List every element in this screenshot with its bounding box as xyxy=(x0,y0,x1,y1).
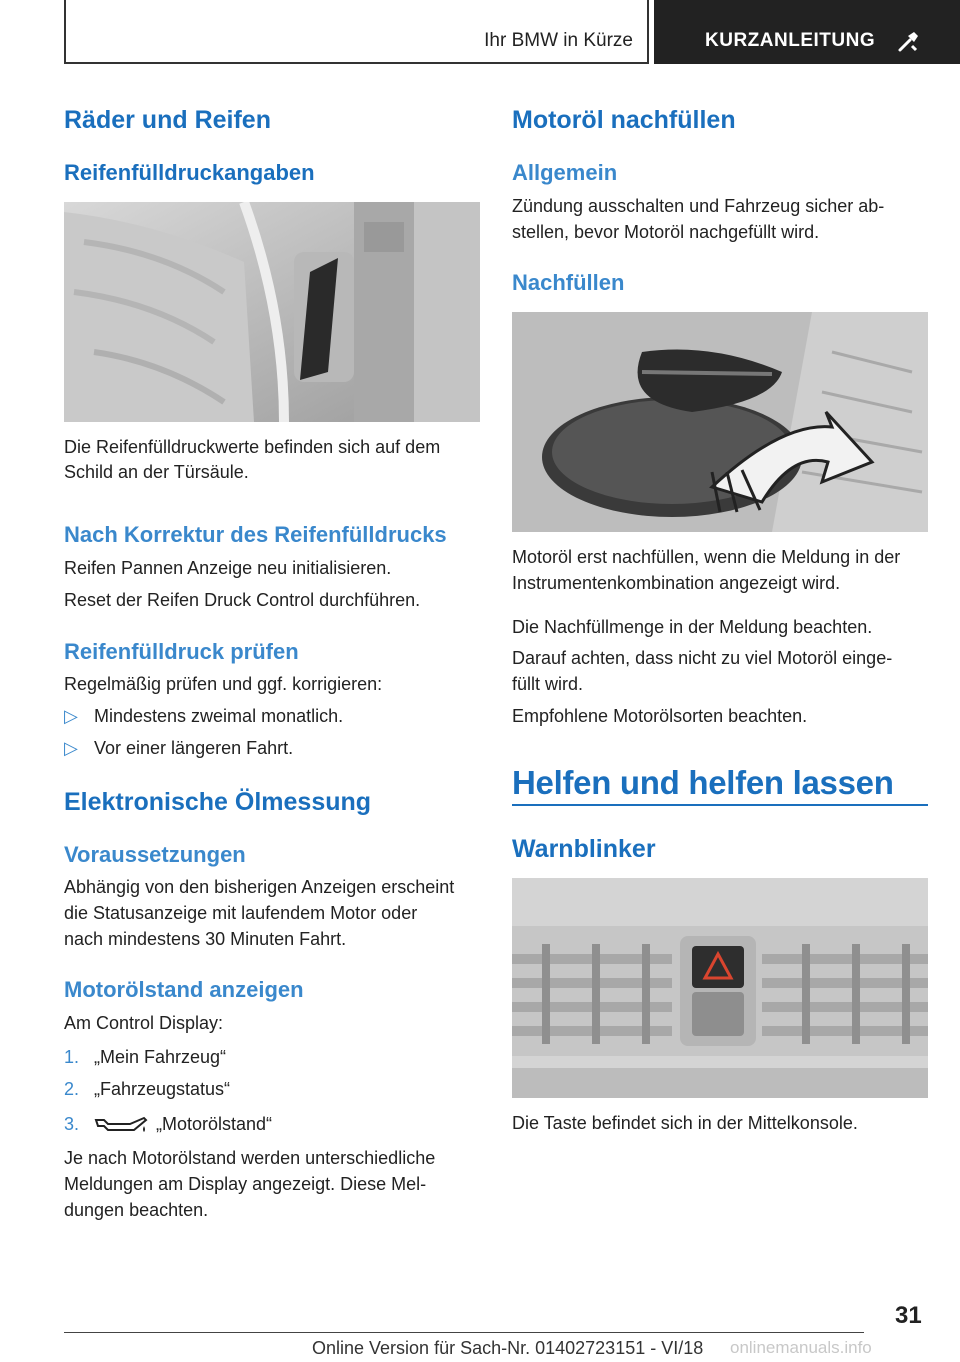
img1-caption-line-1: Die Reifenfülldruckwerte befinden sich auf dem xyxy=(64,437,441,457)
footer-online-version: Online Version für Sach-Nr. 01402723151 - VI/18 xyxy=(312,1338,704,1358)
header-section-title: Ihr BMW in Kürze xyxy=(484,30,633,51)
header-section-tab xyxy=(64,0,649,64)
heading-reifenfuelldruck-pruefen: Reifenfülldruck prüfen xyxy=(64,639,299,664)
display-paragraph: Am Control Display: xyxy=(64,1013,224,1033)
img1-caption-line-2: Schild an der Türsäule. xyxy=(64,462,249,482)
note-line-3: dungen beachten. xyxy=(64,1200,209,1220)
refill-line-1: Motoröl erst nachfüllen, wenn die Meldung in der xyxy=(512,547,901,567)
bullet-marker: ▷ xyxy=(64,738,78,758)
check-paragraph: Regelmäßig prüfen und ggf. korrigieren: xyxy=(64,674,383,694)
req-line-3: nach mindestens 30 Minuten Fahrt. xyxy=(64,929,347,949)
general-line-1: Zündung ausschalten und Fahrzeug sicher ab- xyxy=(512,196,885,216)
hazard-button-image xyxy=(512,878,928,1098)
check-item-2: Vor einer längeren Fahrt. xyxy=(94,738,294,758)
correction-paragraph-2: Reset der Reifen Druck Control durchführen. xyxy=(64,590,421,610)
req-line-2: die Statusanzeige mit laufendem Motor oder xyxy=(64,903,418,923)
hazard-caption: Die Taste befindet sich in der Mittelkonsole. xyxy=(512,1113,858,1133)
req-line-1: Abhängig von den bisherigen Anzeigen erscheint xyxy=(64,877,455,897)
heading-allgemein: Allgemein xyxy=(512,160,618,185)
note-line-1: Je nach Motorölstand werden unterschiedliche xyxy=(64,1148,436,1168)
heading-reifenfuelldruckangaben: Reifenfülldruckangaben xyxy=(64,160,315,185)
step-text-2: „Fahrzeugstatus“ xyxy=(94,1079,231,1099)
refill-paragraph-4: Empfohlene Motorölsorten beachten. xyxy=(512,706,808,726)
refill-paragraph-3-line-2: füllt wird. xyxy=(512,674,584,694)
step-number-2: 2. xyxy=(64,1079,80,1099)
section-rule xyxy=(512,804,928,806)
heading-warnblinker: Warnblinker xyxy=(512,835,656,863)
oil-filler-cap-image xyxy=(512,312,928,532)
correction-paragraph-1: Reifen Pannen Anzeige neu initialisieren. xyxy=(64,558,392,578)
step-text-1: „Mein Fahrzeug“ xyxy=(94,1047,227,1067)
note-line-2: Meldungen am Display angezeigt. Diese Mel- xyxy=(64,1174,427,1194)
heading-motoroelstand-anzeigen: Motorölstand anzeigen xyxy=(64,977,304,1002)
watermark-text: onlinemanuals.info xyxy=(730,1338,872,1357)
door-pillar-image xyxy=(64,202,480,422)
heading-elektronische-oelmessung: Elektronische Ölmessung xyxy=(64,788,372,816)
step-number-3: 3. xyxy=(64,1114,80,1134)
general-line-2: stellen, bevor Motoröl nachgefüllt wird. xyxy=(512,222,820,242)
bullet-marker: ▷ xyxy=(64,706,78,726)
heading-helfen-und-helfen-lassen: Helfen und helfen lassen xyxy=(512,764,894,801)
page-number: 31 xyxy=(895,1302,922,1329)
refill-paragraph-2: Die Nachfüllmenge in der Meldung beachten. xyxy=(512,617,873,637)
heading-voraussetzungen: Voraussetzungen xyxy=(64,842,246,867)
header-chapter-title: KURZANLEITUNG xyxy=(705,30,876,51)
heading-nach-korrektur: Nach Korrektur des Reifenfülldrucks xyxy=(64,522,447,547)
heading-raeder-reifen: Räder und Reifen xyxy=(64,106,271,134)
oil-can-icon xyxy=(94,1116,150,1136)
heading-motoroel-nachfuellen: Motoröl nachfüllen xyxy=(512,106,736,134)
heading-nachfuellen: Nachfüllen xyxy=(512,270,625,295)
tools-icon xyxy=(896,30,922,56)
refill-line-2: Instrumentenkombination angezeigt wird. xyxy=(512,573,841,593)
check-item-1: Mindestens zweimal monatlich. xyxy=(94,706,344,726)
step-text-3: „Motorölstand“ xyxy=(156,1114,273,1134)
footer-rule xyxy=(64,1332,864,1333)
step-number-1: 1. xyxy=(64,1047,80,1067)
refill-paragraph-3-line-1: Darauf achten, dass nicht zu viel Motoröl einge- xyxy=(512,648,893,668)
